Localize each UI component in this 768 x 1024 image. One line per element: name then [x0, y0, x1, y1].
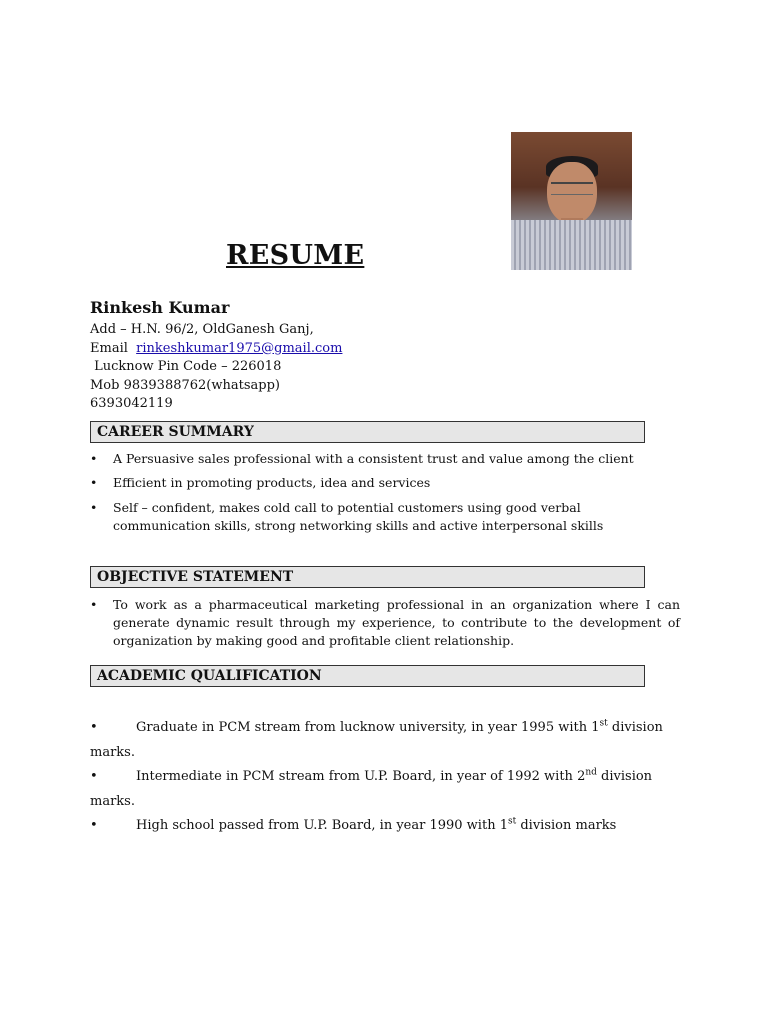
objective-list [90, 596, 680, 650]
email-link[interactable]: rinkeshkumar1975@gmail.com [136, 340, 343, 356]
candidate-name: Rinkesh Kumar [90, 298, 230, 317]
list-item: • Intermediate in PCM stream from U.P. Board, in year of 1992 with 2nd division marks. [90, 767, 653, 809]
list-item: • To work as a pharmaceutical marketing professional in an organization where I can generate dynamic result through my experience, to contribute to the development of organization by making good and profitable client relationship. [90, 597, 680, 648]
profile-photo [511, 132, 632, 270]
pin-code-line: Lucknow Pin Code – 226018 [94, 359, 282, 374]
list-item: • Graduate in PCM stream from lucknow university, in year 1995 with 1st division marks. [90, 718, 663, 760]
mobile-line: Mob 9839388762(whatsapp) [90, 377, 280, 393]
resume-title: RESUME [226, 240, 365, 271]
contact-block [90, 321, 342, 414]
photo-glasses [551, 182, 593, 195]
mobile-line-2: 6393042119 [90, 396, 173, 411]
photo-shirt [511, 220, 632, 270]
email-line [90, 340, 342, 359]
list-item: • Self – confident, makes cold call to potential customers using good verbal communication skills, strong networking skills and active interpersonal skills [90, 500, 604, 533]
list-item: • High school passed from U.P. Board, in year 1990 with 1st division marks [90, 816, 617, 833]
list-item: • A Persuasive sales professional with a consistent trust and value among the client [90, 451, 634, 466]
career-summary-heading: CAREER SUMMARY [90, 421, 645, 443]
academic-list [90, 716, 670, 839]
list-item: • Efficient in promoting products, idea and services [90, 475, 431, 490]
academic-heading: ACADEMIC QUALIFICATION [90, 665, 645, 687]
address-line: Add – H.N. 96/2, OldGanesh Ganj, [90, 322, 314, 337]
career-summary-list [90, 450, 650, 535]
objective-heading: OBJECTIVE STATEMENT [90, 566, 645, 588]
email-label: Email [90, 340, 128, 356]
